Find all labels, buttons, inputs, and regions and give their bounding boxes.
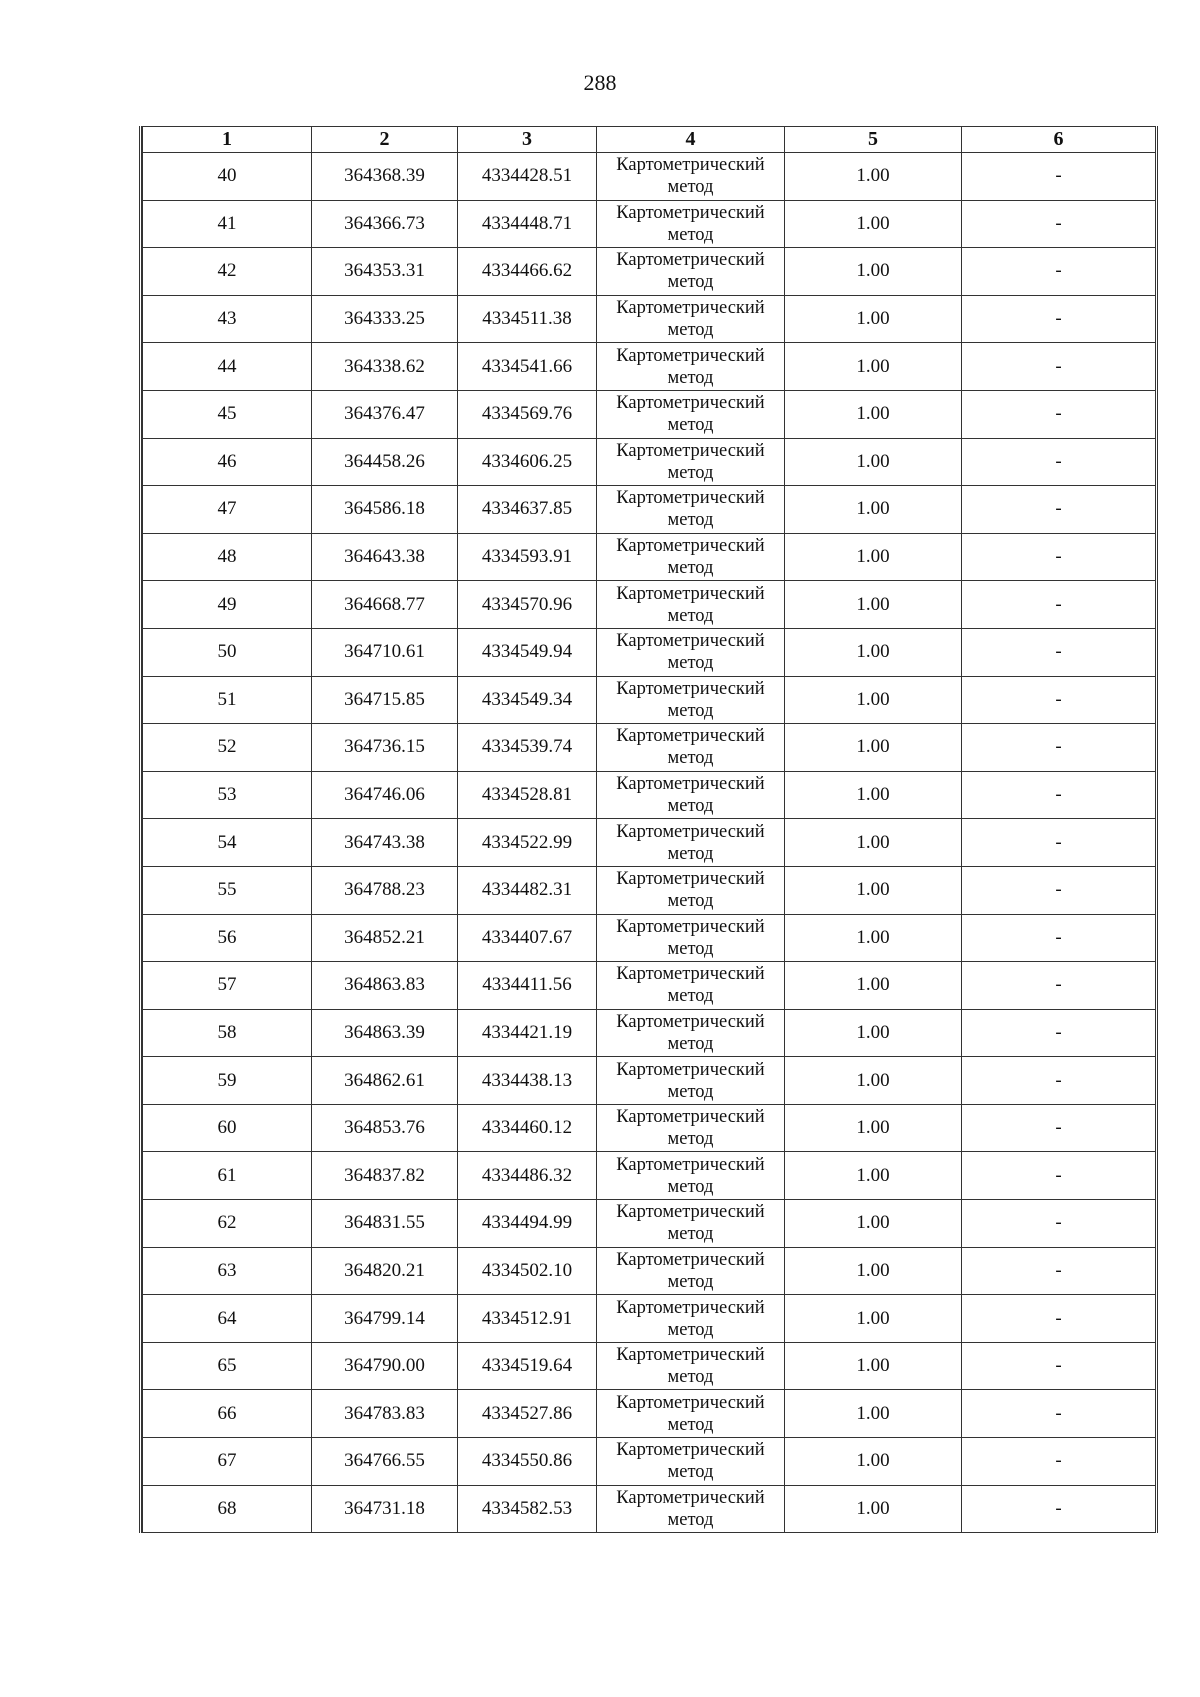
method-cell [597, 153, 785, 201]
note-cell: - [962, 962, 1156, 1010]
y-coordinate-cell: 4334482.31 [458, 866, 597, 914]
y-coordinate-cell: 4334528.81 [458, 771, 597, 819]
x-coordinate-cell: 364799.14 [312, 1295, 458, 1343]
point-number-cell: 68 [143, 1485, 312, 1533]
point-number-cell: 44 [143, 343, 312, 391]
note-cell: - [962, 724, 1156, 772]
coordinates-table-wrapper [139, 126, 1158, 1533]
accuracy-cell: 1.00 [785, 724, 962, 772]
accuracy-cell: 1.00 [785, 1295, 962, 1343]
point-number-cell: 58 [143, 1009, 312, 1057]
table-row [143, 486, 1156, 534]
point-number-cell: 65 [143, 1342, 312, 1390]
x-coordinate-cell: 364715.85 [312, 676, 458, 724]
x-coordinate-cell: 364353.31 [312, 248, 458, 296]
note-cell: - [962, 1152, 1156, 1200]
note-cell: - [962, 438, 1156, 486]
method-line-1: Картометрический [616, 393, 765, 414]
method-cell [597, 581, 785, 629]
point-number-cell: 60 [143, 1104, 312, 1152]
accuracy-cell: 1.00 [785, 1342, 962, 1390]
x-coordinate-cell: 364643.38 [312, 533, 458, 581]
method-cell [597, 1200, 785, 1248]
accuracy-cell: 1.00 [785, 1485, 962, 1533]
column-header-4: 4 [597, 127, 785, 153]
note-cell: - [962, 343, 1156, 391]
table-row [143, 1485, 1156, 1533]
method-line-2: метод [667, 938, 714, 959]
method-line-2: метод [667, 415, 714, 436]
accuracy-cell: 1.00 [785, 153, 962, 201]
column-header-2: 2 [312, 127, 458, 153]
table-row [143, 1342, 1156, 1390]
table-row [143, 962, 1156, 1010]
y-coordinate-cell: 4334466.62 [458, 248, 597, 296]
method-line-1: Картометрический [616, 726, 765, 747]
accuracy-cell: 1.00 [785, 771, 962, 819]
accuracy-cell: 1.00 [785, 962, 962, 1010]
accuracy-cell: 1.00 [785, 1057, 962, 1105]
table-row [143, 1104, 1156, 1152]
point-number-cell: 56 [143, 914, 312, 962]
table-row [143, 390, 1156, 438]
x-coordinate-cell: 364837.82 [312, 1152, 458, 1200]
accuracy-cell: 1.00 [785, 248, 962, 296]
accuracy-cell: 1.00 [785, 628, 962, 676]
y-coordinate-cell: 4334460.12 [458, 1104, 597, 1152]
method-line-1: Картометрический [616, 1297, 765, 1318]
y-coordinate-cell: 4334494.99 [458, 1200, 597, 1248]
method-line-2: метод [667, 653, 714, 674]
accuracy-cell: 1.00 [785, 295, 962, 343]
y-coordinate-cell: 4334511.38 [458, 295, 597, 343]
accuracy-cell: 1.00 [785, 676, 962, 724]
point-number-cell: 40 [143, 153, 312, 201]
method-line-2: метод [667, 891, 714, 912]
note-cell: - [962, 771, 1156, 819]
y-coordinate-cell: 4334582.53 [458, 1485, 597, 1533]
accuracy-cell: 1.00 [785, 438, 962, 486]
method-cell [597, 819, 785, 867]
method-cell [597, 200, 785, 248]
x-coordinate-cell: 364710.61 [312, 628, 458, 676]
point-number-cell: 51 [143, 676, 312, 724]
x-coordinate-cell: 364790.00 [312, 1342, 458, 1390]
method-line-2: метод [667, 1176, 714, 1197]
accuracy-cell: 1.00 [785, 1009, 962, 1057]
point-number-cell: 62 [143, 1200, 312, 1248]
y-coordinate-cell: 4334448.71 [458, 200, 597, 248]
method-line-1: Картометрический [616, 155, 765, 176]
table-row [143, 200, 1156, 248]
method-cell [597, 486, 785, 534]
x-coordinate-cell: 364788.23 [312, 866, 458, 914]
y-coordinate-cell: 4334527.86 [458, 1390, 597, 1438]
accuracy-cell: 1.00 [785, 819, 962, 867]
note-cell: - [962, 1247, 1156, 1295]
point-number-cell: 47 [143, 486, 312, 534]
method-line-2: метод [667, 1081, 714, 1102]
x-coordinate-cell: 364853.76 [312, 1104, 458, 1152]
accuracy-cell: 1.00 [785, 1104, 962, 1152]
accuracy-cell: 1.00 [785, 390, 962, 438]
point-number-cell: 57 [143, 962, 312, 1010]
y-coordinate-cell: 4334502.10 [458, 1247, 597, 1295]
method-line-1: Картометрический [616, 488, 765, 509]
table-row [143, 1057, 1156, 1105]
table-row [143, 676, 1156, 724]
method-line-1: Картометрический [616, 1011, 765, 1032]
accuracy-cell: 1.00 [785, 533, 962, 581]
method-line-1: Картометрический [616, 1107, 765, 1128]
point-number-cell: 66 [143, 1390, 312, 1438]
table-row [143, 1152, 1156, 1200]
method-line-1: Картометрический [616, 250, 765, 271]
y-coordinate-cell: 4334519.64 [458, 1342, 597, 1390]
y-coordinate-cell: 4334570.96 [458, 581, 597, 629]
x-coordinate-cell: 364366.73 [312, 200, 458, 248]
note-cell: - [962, 533, 1156, 581]
accuracy-cell: 1.00 [785, 343, 962, 391]
table-row [143, 1295, 1156, 1343]
method-line-2: метод [667, 177, 714, 198]
accuracy-cell: 1.00 [785, 1247, 962, 1295]
accuracy-cell: 1.00 [785, 866, 962, 914]
method-line-1: Картометрический [616, 298, 765, 319]
y-coordinate-cell: 4334486.32 [458, 1152, 597, 1200]
point-number-cell: 61 [143, 1152, 312, 1200]
method-line-2: метод [667, 510, 714, 531]
method-line-1: Картометрический [616, 1345, 765, 1366]
point-number-cell: 46 [143, 438, 312, 486]
method-line-1: Картометрический [616, 1202, 765, 1223]
note-cell: - [962, 866, 1156, 914]
method-cell [597, 866, 785, 914]
method-line-2: метод [667, 986, 714, 1007]
method-line-2: метод [667, 462, 714, 483]
method-cell [597, 1009, 785, 1057]
accuracy-cell: 1.00 [785, 1438, 962, 1486]
x-coordinate-cell: 364766.55 [312, 1438, 458, 1486]
table-row [143, 724, 1156, 772]
point-number-cell: 59 [143, 1057, 312, 1105]
method-line-1: Картометрический [616, 1154, 765, 1175]
method-line-1: Картометрический [616, 678, 765, 699]
method-line-2: метод [667, 1414, 714, 1435]
method-line-2: метод [667, 367, 714, 388]
x-coordinate-cell: 364376.47 [312, 390, 458, 438]
method-cell [597, 676, 785, 724]
y-coordinate-cell: 4334512.91 [458, 1295, 597, 1343]
x-coordinate-cell: 364863.83 [312, 962, 458, 1010]
note-cell: - [962, 1438, 1156, 1486]
method-cell [597, 1342, 785, 1390]
point-number-cell: 49 [143, 581, 312, 629]
table-row [143, 1200, 1156, 1248]
x-coordinate-cell: 364863.39 [312, 1009, 458, 1057]
method-line-1: Картометрический [616, 631, 765, 652]
method-line-1: Картометрический [616, 1440, 765, 1461]
note-cell: - [962, 200, 1156, 248]
note-cell: - [962, 1342, 1156, 1390]
method-cell [597, 1295, 785, 1343]
method-line-2: метод [667, 1509, 714, 1530]
method-line-2: метод [667, 605, 714, 626]
table-row [143, 153, 1156, 201]
table-row [143, 914, 1156, 962]
x-coordinate-cell: 364852.21 [312, 914, 458, 962]
y-coordinate-cell: 4334407.67 [458, 914, 597, 962]
method-line-2: метод [667, 1462, 714, 1483]
method-line-1: Картометрический [616, 1487, 765, 1508]
coordinates-table [142, 126, 1156, 1533]
point-number-cell: 45 [143, 390, 312, 438]
note-cell: - [962, 1009, 1156, 1057]
method-line-2: метод [667, 796, 714, 817]
point-number-cell: 43 [143, 295, 312, 343]
accuracy-cell: 1.00 [785, 1390, 962, 1438]
method-line-2: метод [667, 1271, 714, 1292]
accuracy-cell: 1.00 [785, 200, 962, 248]
method-line-1: Картометрический [616, 1059, 765, 1080]
y-coordinate-cell: 4334539.74 [458, 724, 597, 772]
accuracy-cell: 1.00 [785, 1200, 962, 1248]
column-header-5: 5 [785, 127, 962, 153]
method-line-2: метод [667, 1033, 714, 1054]
method-cell [597, 1152, 785, 1200]
method-line-2: метод [667, 1129, 714, 1150]
point-number-cell: 54 [143, 819, 312, 867]
table-header-row [143, 127, 1156, 153]
method-cell [597, 248, 785, 296]
method-line-1: Картометрический [616, 1392, 765, 1413]
table-row [143, 1009, 1156, 1057]
y-coordinate-cell: 4334549.34 [458, 676, 597, 724]
method-cell [597, 1057, 785, 1105]
x-coordinate-cell: 364831.55 [312, 1200, 458, 1248]
y-coordinate-cell: 4334522.99 [458, 819, 597, 867]
x-coordinate-cell: 364368.39 [312, 153, 458, 201]
point-number-cell: 41 [143, 200, 312, 248]
point-number-cell: 52 [143, 724, 312, 772]
note-cell: - [962, 248, 1156, 296]
point-number-cell: 63 [143, 1247, 312, 1295]
note-cell: - [962, 676, 1156, 724]
method-line-1: Картометрический [616, 1249, 765, 1270]
point-number-cell: 64 [143, 1295, 312, 1343]
method-line-2: метод [667, 1224, 714, 1245]
note-cell: - [962, 581, 1156, 629]
y-coordinate-cell: 4334541.66 [458, 343, 597, 391]
x-coordinate-cell: 364338.62 [312, 343, 458, 391]
table-row [143, 771, 1156, 819]
method-line-1: Картометрический [616, 583, 765, 604]
page-number: 288 [583, 70, 617, 95]
method-line-1: Картометрический [616, 202, 765, 223]
method-cell [597, 1438, 785, 1486]
method-cell [597, 771, 785, 819]
method-cell [597, 962, 785, 1010]
y-coordinate-cell: 4334637.85 [458, 486, 597, 534]
point-number-cell: 53 [143, 771, 312, 819]
method-line-2: метод [667, 224, 714, 245]
column-header-3: 3 [458, 127, 597, 153]
table-row [143, 866, 1156, 914]
table-row [143, 1438, 1156, 1486]
table-row [143, 533, 1156, 581]
x-coordinate-cell: 364586.18 [312, 486, 458, 534]
x-coordinate-cell: 364333.25 [312, 295, 458, 343]
method-line-1: Картометрический [616, 440, 765, 461]
note-cell: - [962, 1485, 1156, 1533]
note-cell: - [962, 1200, 1156, 1248]
y-coordinate-cell: 4334550.86 [458, 1438, 597, 1486]
table-row [143, 343, 1156, 391]
note-cell: - [962, 1057, 1156, 1105]
accuracy-cell: 1.00 [785, 914, 962, 962]
table-row [143, 1390, 1156, 1438]
y-coordinate-cell: 4334421.19 [458, 1009, 597, 1057]
table-row [143, 581, 1156, 629]
y-coordinate-cell: 4334606.25 [458, 438, 597, 486]
method-line-1: Картометрический [616, 345, 765, 366]
accuracy-cell: 1.00 [785, 486, 962, 534]
method-cell [597, 1247, 785, 1295]
y-coordinate-cell: 4334438.13 [458, 1057, 597, 1105]
method-line-2: метод [667, 1319, 714, 1340]
note-cell: - [962, 390, 1156, 438]
point-number-cell: 48 [143, 533, 312, 581]
method-cell [597, 390, 785, 438]
note-cell: - [962, 153, 1156, 201]
y-coordinate-cell: 4334569.76 [458, 390, 597, 438]
method-line-2: метод [667, 272, 714, 293]
note-cell: - [962, 819, 1156, 867]
table-row [143, 819, 1156, 867]
method-line-2: метод [667, 843, 714, 864]
method-cell [597, 914, 785, 962]
note-cell: - [962, 914, 1156, 962]
method-cell [597, 1104, 785, 1152]
method-line-1: Картометрический [616, 869, 765, 890]
method-cell [597, 438, 785, 486]
note-cell: - [962, 1104, 1156, 1152]
method-line-2: метод [667, 700, 714, 721]
x-coordinate-cell: 364731.18 [312, 1485, 458, 1533]
method-cell [597, 533, 785, 581]
note-cell: - [962, 628, 1156, 676]
point-number-cell: 42 [143, 248, 312, 296]
table-row [143, 248, 1156, 296]
column-header-1: 1 [143, 127, 312, 153]
method-line-1: Картометрический [616, 821, 765, 842]
method-line-2: метод [667, 1367, 714, 1388]
table-row [143, 295, 1156, 343]
method-cell [597, 724, 785, 772]
column-header-6: 6 [962, 127, 1156, 153]
x-coordinate-cell: 364783.83 [312, 1390, 458, 1438]
y-coordinate-cell: 4334411.56 [458, 962, 597, 1010]
point-number-cell: 67 [143, 1438, 312, 1486]
x-coordinate-cell: 364862.61 [312, 1057, 458, 1105]
method-line-2: метод [667, 748, 714, 769]
method-line-2: метод [667, 558, 714, 579]
note-cell: - [962, 1295, 1156, 1343]
note-cell: - [962, 1390, 1156, 1438]
method-line-1: Картометрический [616, 774, 765, 795]
x-coordinate-cell: 364746.06 [312, 771, 458, 819]
method-cell [597, 295, 785, 343]
y-coordinate-cell: 4334549.94 [458, 628, 597, 676]
x-coordinate-cell: 364458.26 [312, 438, 458, 486]
note-cell: - [962, 295, 1156, 343]
x-coordinate-cell: 364668.77 [312, 581, 458, 629]
method-cell [597, 343, 785, 391]
x-coordinate-cell: 364743.38 [312, 819, 458, 867]
accuracy-cell: 1.00 [785, 581, 962, 629]
point-number-cell: 50 [143, 628, 312, 676]
table-row [143, 1247, 1156, 1295]
table-row [143, 438, 1156, 486]
method-line-1: Картометрический [616, 536, 765, 557]
x-coordinate-cell: 364820.21 [312, 1247, 458, 1295]
y-coordinate-cell: 4334593.91 [458, 533, 597, 581]
y-coordinate-cell: 4334428.51 [458, 153, 597, 201]
method-line-1: Картометрический [616, 916, 765, 937]
accuracy-cell: 1.00 [785, 1152, 962, 1200]
method-cell [597, 628, 785, 676]
table-body [143, 153, 1156, 1533]
method-line-1: Картометрический [616, 964, 765, 985]
method-cell [597, 1390, 785, 1438]
method-cell [597, 1485, 785, 1533]
x-coordinate-cell: 364736.15 [312, 724, 458, 772]
note-cell: - [962, 486, 1156, 534]
point-number-cell: 55 [143, 866, 312, 914]
table-row [143, 628, 1156, 676]
method-line-2: метод [667, 320, 714, 341]
